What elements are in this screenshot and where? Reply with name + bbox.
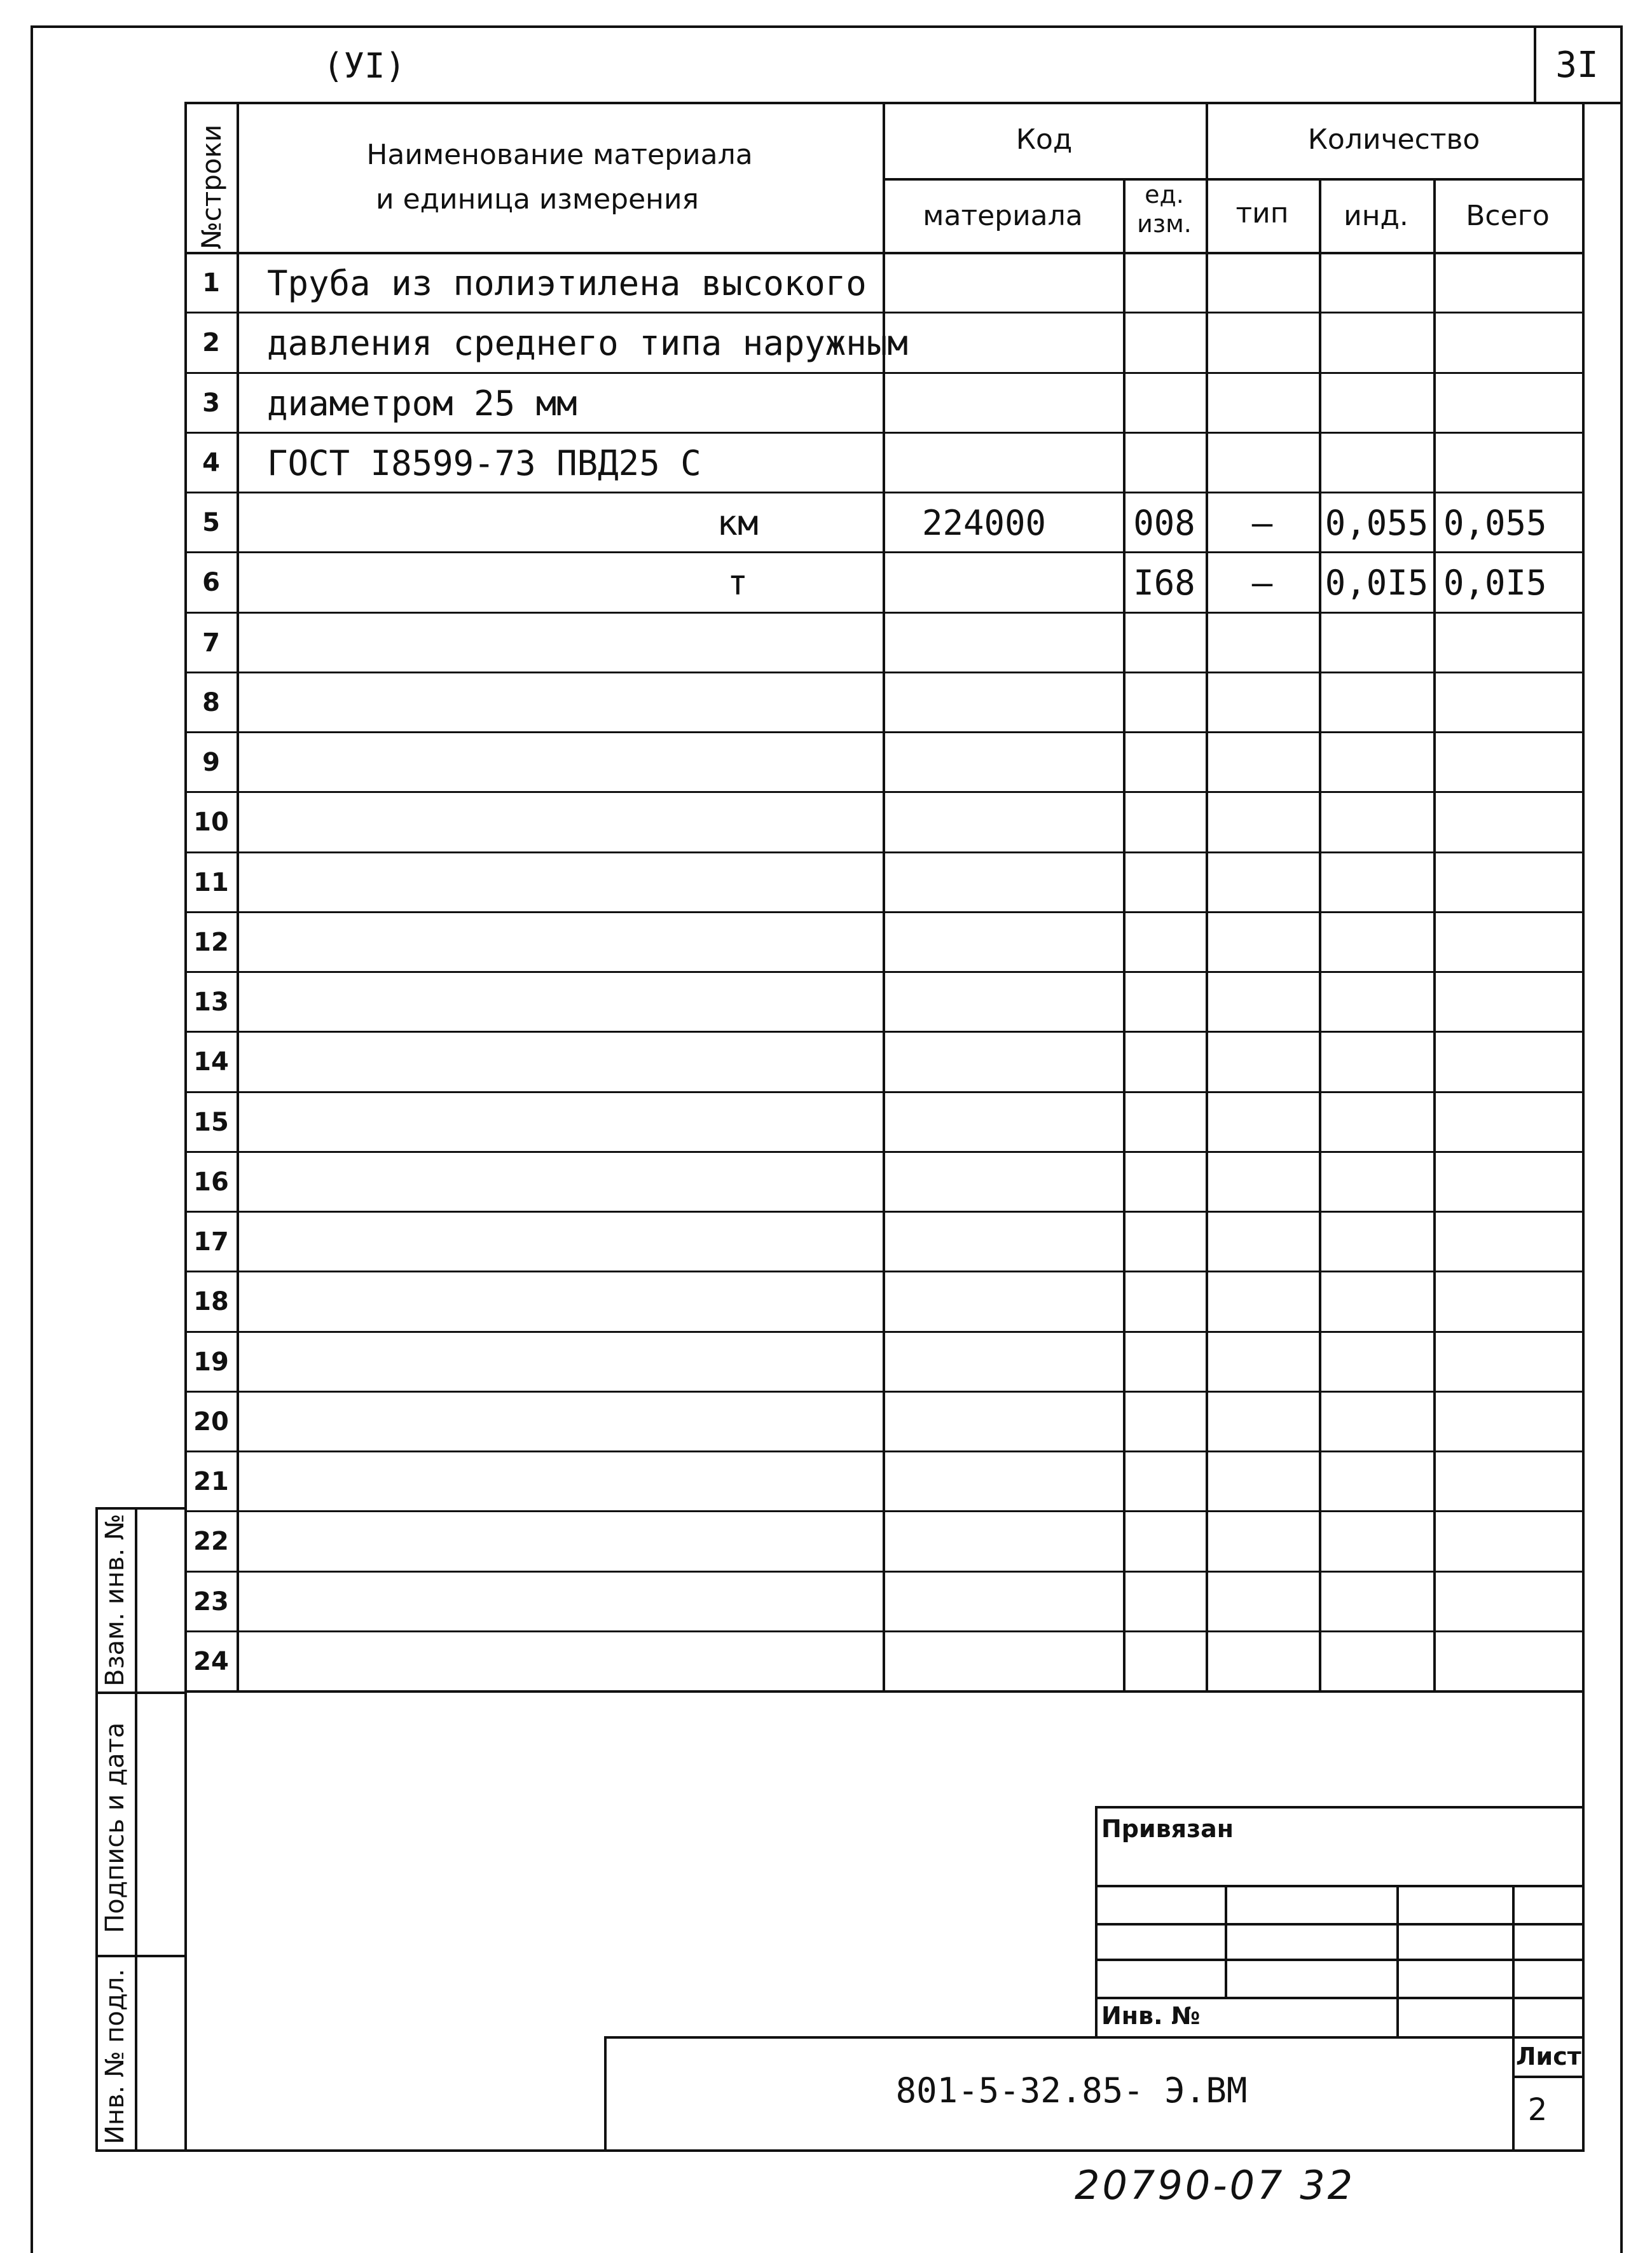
row-total: 0,0I5 xyxy=(1443,563,1547,603)
row-separator xyxy=(184,551,1583,553)
title-block-top xyxy=(1095,1806,1583,1809)
side-stamp-sep-2 xyxy=(95,1955,186,1957)
page-number: 3I xyxy=(1555,45,1599,86)
sheet-number: 2 xyxy=(1527,2092,1548,2128)
title-col-2 xyxy=(1396,1885,1399,2037)
row-ind: 0,0I5 xyxy=(1325,563,1429,603)
row-number: 16 xyxy=(193,1167,229,1197)
col-sep-ind xyxy=(1433,178,1436,1690)
header-mid-line xyxy=(883,178,1583,181)
row-separator xyxy=(184,1091,1583,1093)
row-separator xyxy=(184,731,1583,733)
row-separator xyxy=(184,1630,1583,1632)
designation-top xyxy=(604,2036,1583,2039)
side-stamp-inner xyxy=(135,1507,137,2151)
header-qty-total: Всего xyxy=(1466,200,1550,232)
row-separator xyxy=(184,1510,1583,1512)
designation: 801-5-32.85- Э.ВМ xyxy=(895,2070,1248,2111)
row-number: 11 xyxy=(193,867,229,897)
header-code: Код xyxy=(1015,123,1073,156)
row-separator xyxy=(184,1450,1583,1452)
designation-left xyxy=(604,2036,607,2151)
header-qty-type: тип xyxy=(1236,197,1289,230)
header-quantity: Количество xyxy=(1307,123,1480,156)
row-separator xyxy=(184,1391,1583,1393)
header-code-material: материала xyxy=(923,200,1083,232)
row-number: 12 xyxy=(193,927,229,957)
header-bottom-line xyxy=(184,252,1583,254)
row-number: 24 xyxy=(193,1646,229,1676)
table-right xyxy=(1582,102,1585,2151)
row-separator xyxy=(184,1151,1583,1153)
side-stamp-podpis: Подпись и дата xyxy=(100,1722,130,1933)
row-total: 0,055 xyxy=(1443,503,1547,543)
title-privyazan: Привязан xyxy=(1101,1815,1234,1843)
row-number: 4 xyxy=(202,448,220,478)
outer-frame-top xyxy=(31,25,1621,28)
row-separator xyxy=(184,372,1583,374)
title-col-1 xyxy=(1225,1885,1227,1997)
side-stamp-inv-podl: Инв. № подл. xyxy=(100,1969,130,2144)
side-stamp-top xyxy=(95,1507,186,1510)
row-separator xyxy=(184,851,1583,853)
row-number: 19 xyxy=(193,1347,229,1377)
outer-frame-left xyxy=(31,25,33,2253)
title-line-1 xyxy=(1095,1885,1583,1887)
header-row-number: №строки xyxy=(196,124,227,249)
row-separator xyxy=(184,432,1583,434)
header-code-unit-1: ед. xyxy=(1145,181,1184,209)
col-sep-type xyxy=(1319,178,1321,1690)
row-unit: I68 xyxy=(1133,563,1195,603)
row-name: давления среднего типа наружным xyxy=(267,323,908,364)
row-name: диаметром 25 мм xyxy=(267,383,577,424)
row-number: 18 xyxy=(193,1287,229,1317)
title-inv-no: Инв. № xyxy=(1101,2002,1201,2030)
row-number: 13 xyxy=(193,988,229,1017)
side-stamp-left xyxy=(95,1507,98,2151)
row-number: 1 xyxy=(202,268,220,298)
row-separator xyxy=(184,492,1583,493)
row-separator xyxy=(184,672,1583,673)
row-separator xyxy=(184,1211,1583,1213)
row-number: 7 xyxy=(202,628,220,658)
row-type: – xyxy=(1251,563,1273,603)
row-number: 8 xyxy=(202,687,220,717)
row-separator xyxy=(184,1331,1583,1333)
row-name: т xyxy=(727,563,748,603)
row-number: 15 xyxy=(193,1107,229,1137)
row-number: 14 xyxy=(193,1047,229,1077)
header-name: Наименование материала xyxy=(366,139,753,171)
row-number: 22 xyxy=(193,1527,229,1557)
title-line-3 xyxy=(1095,1959,1583,1961)
header-qty-ind: инд. xyxy=(1344,200,1408,232)
row-type: – xyxy=(1251,503,1273,543)
row-number: 6 xyxy=(202,568,220,598)
row-separator xyxy=(184,971,1583,973)
row-separator xyxy=(184,312,1583,313)
row-separator xyxy=(184,791,1583,793)
header-code-unit-2: изм. xyxy=(1137,210,1192,238)
row-name: ГОСТ I8599-73 ПВД25 С xyxy=(267,443,701,483)
row-number: 3 xyxy=(202,388,220,418)
side-stamp-sep-1 xyxy=(95,1691,186,1694)
footer-number: 20790-07 32 xyxy=(1075,2162,1356,2208)
side-stamp-vzam: Взам. инв. № xyxy=(100,1513,130,1686)
list-label: Лист xyxy=(1516,2043,1581,2070)
title-line-2 xyxy=(1095,1923,1583,1926)
row-number: 5 xyxy=(202,508,220,537)
row-ind: 0,055 xyxy=(1325,503,1429,543)
section-mark: (УI) xyxy=(323,46,406,86)
row-separator xyxy=(184,1031,1583,1033)
row-separator xyxy=(184,612,1583,614)
row-number: 10 xyxy=(193,808,229,837)
row-number: 2 xyxy=(202,328,220,358)
row-name: км xyxy=(717,503,759,543)
outer-frame-right xyxy=(1620,25,1623,2253)
row-number: 17 xyxy=(193,1227,229,1257)
row-number: 20 xyxy=(193,1407,229,1437)
side-stamp-bottom xyxy=(95,2149,186,2152)
title-line-4 xyxy=(1095,1997,1583,1999)
col-sep-code xyxy=(1123,178,1125,1690)
header-name-line2: и единица измерения xyxy=(375,183,699,216)
row-number: 23 xyxy=(193,1587,229,1616)
row-number: 9 xyxy=(202,748,220,777)
title-block-left xyxy=(1095,1806,1098,2037)
row-separator xyxy=(184,911,1583,913)
row-unit: 008 xyxy=(1133,503,1195,543)
row-code: 224000 xyxy=(922,503,1047,543)
row-separator xyxy=(184,1271,1583,1272)
table-bottom xyxy=(184,2149,1585,2152)
rows-bottom-line xyxy=(184,1690,1583,1693)
list-line xyxy=(1512,2076,1583,2078)
row-separator xyxy=(184,1571,1583,1573)
row-number: 21 xyxy=(193,1467,229,1496)
row-name: Труба из полиэтилена высокого xyxy=(267,263,867,303)
